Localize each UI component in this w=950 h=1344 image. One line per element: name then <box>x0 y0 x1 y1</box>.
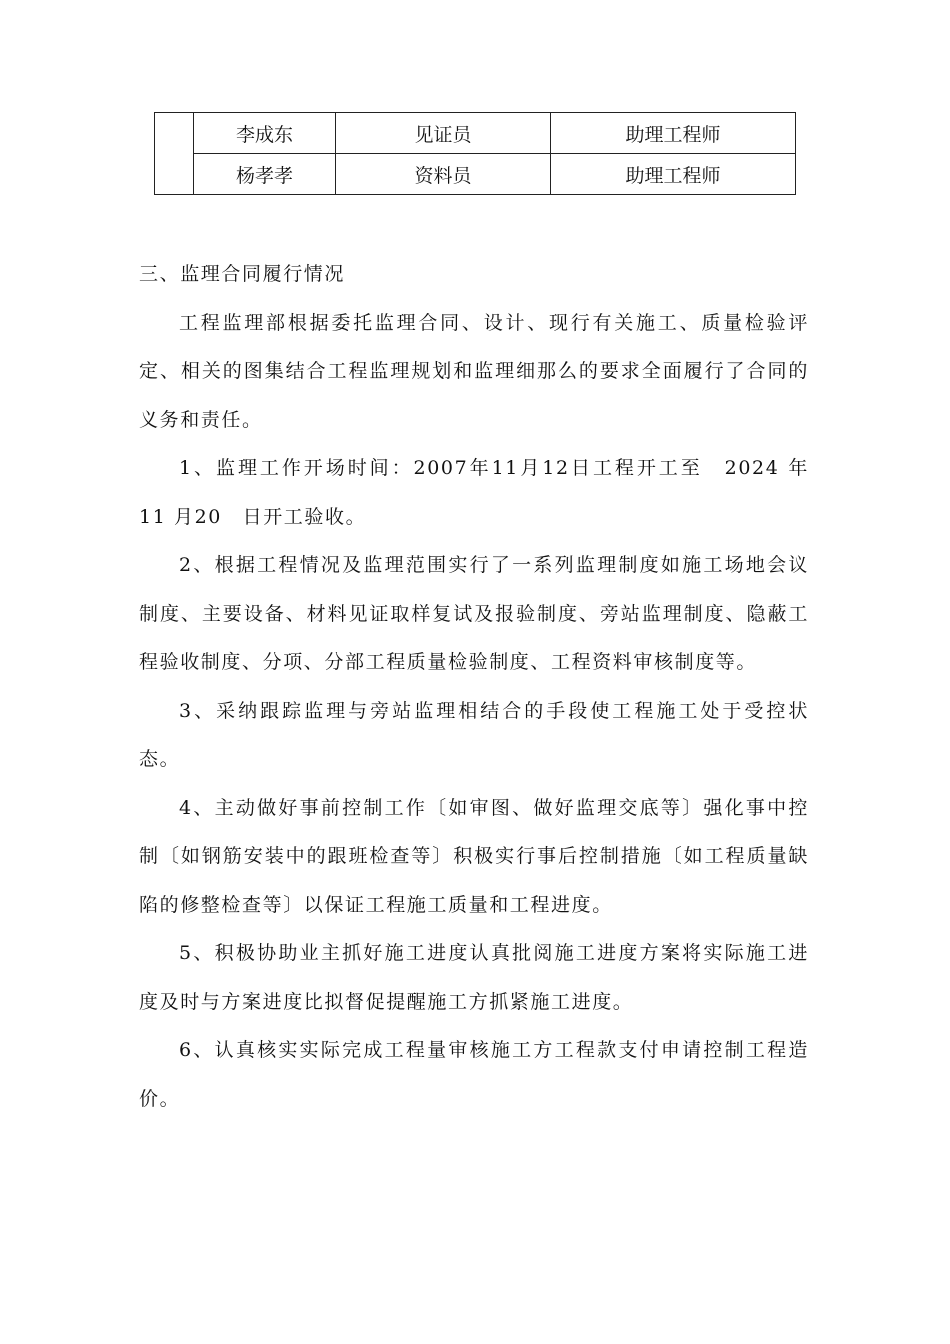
paragraph-item-3: 3、采纳跟踪监理与旁站监理相结合的手段使工程施工处于受控状态。 <box>139 699 809 770</box>
section-heading: 三、监理合同履行情况 <box>139 263 346 285</box>
paragraph-item-6: 6、认真核实实际完成工程量审核施工方工程款支付申请控制工程造价。 <box>139 1039 809 1110</box>
paragraph-intro: 工程监理部根据委托监理合同、设计、现行有关施工、质量检验评定、相关的图集结合工程监理规划和监理细那么的要求全面履行了合同的义务和责任。 <box>139 311 809 431</box>
staff-table <box>154 112 796 195</box>
table-row <box>155 113 796 154</box>
staff-role-cell: 见证员 <box>336 113 551 154</box>
section-body <box>139 250 809 1123</box>
staff-name-cell: 杨孝孝 <box>194 154 336 195</box>
paragraph-item-4: 4、主动做好事前控制工作〔如审图、做好监理交底等〕强化事中控制〔如钢筋安装中的跟班检查等〕积极实行事后控制措施〔如工程质量缺陷的修整检查等〕以保证工程施工质量和工程进度。 <box>139 796 809 916</box>
table-row <box>155 154 796 195</box>
staff-role-cell: 资料员 <box>336 154 551 195</box>
paragraph-item-2: 2、根据工程情况及监理范围实行了一系列监理制度如施工场地会议制度、主要设备、材料见证取样复试及报验制度、旁站监理制度、隐蔽工程验收制度、分项、分部工程质量检验制度、工程资料审核制度等。 <box>139 554 809 673</box>
paragraph-item-1: 1、监理工作开场时间：2007年11月12日工程开工至 2024 年 11 月20 日开工验收。 <box>139 457 809 528</box>
paragraph-item-5: 5、积极协助业主抓好施工进度认真批阅施工进度方案将实际施工进度及时与方案进度比拟督促提醒施工方抓紧施工进度。 <box>139 942 809 1013</box>
staff-title-cell: 助理工程师 <box>551 113 796 154</box>
staff-title-cell: 助理工程师 <box>551 154 796 195</box>
merged-group-cell <box>155 113 194 195</box>
staff-name-cell: 李成东 <box>194 113 336 154</box>
